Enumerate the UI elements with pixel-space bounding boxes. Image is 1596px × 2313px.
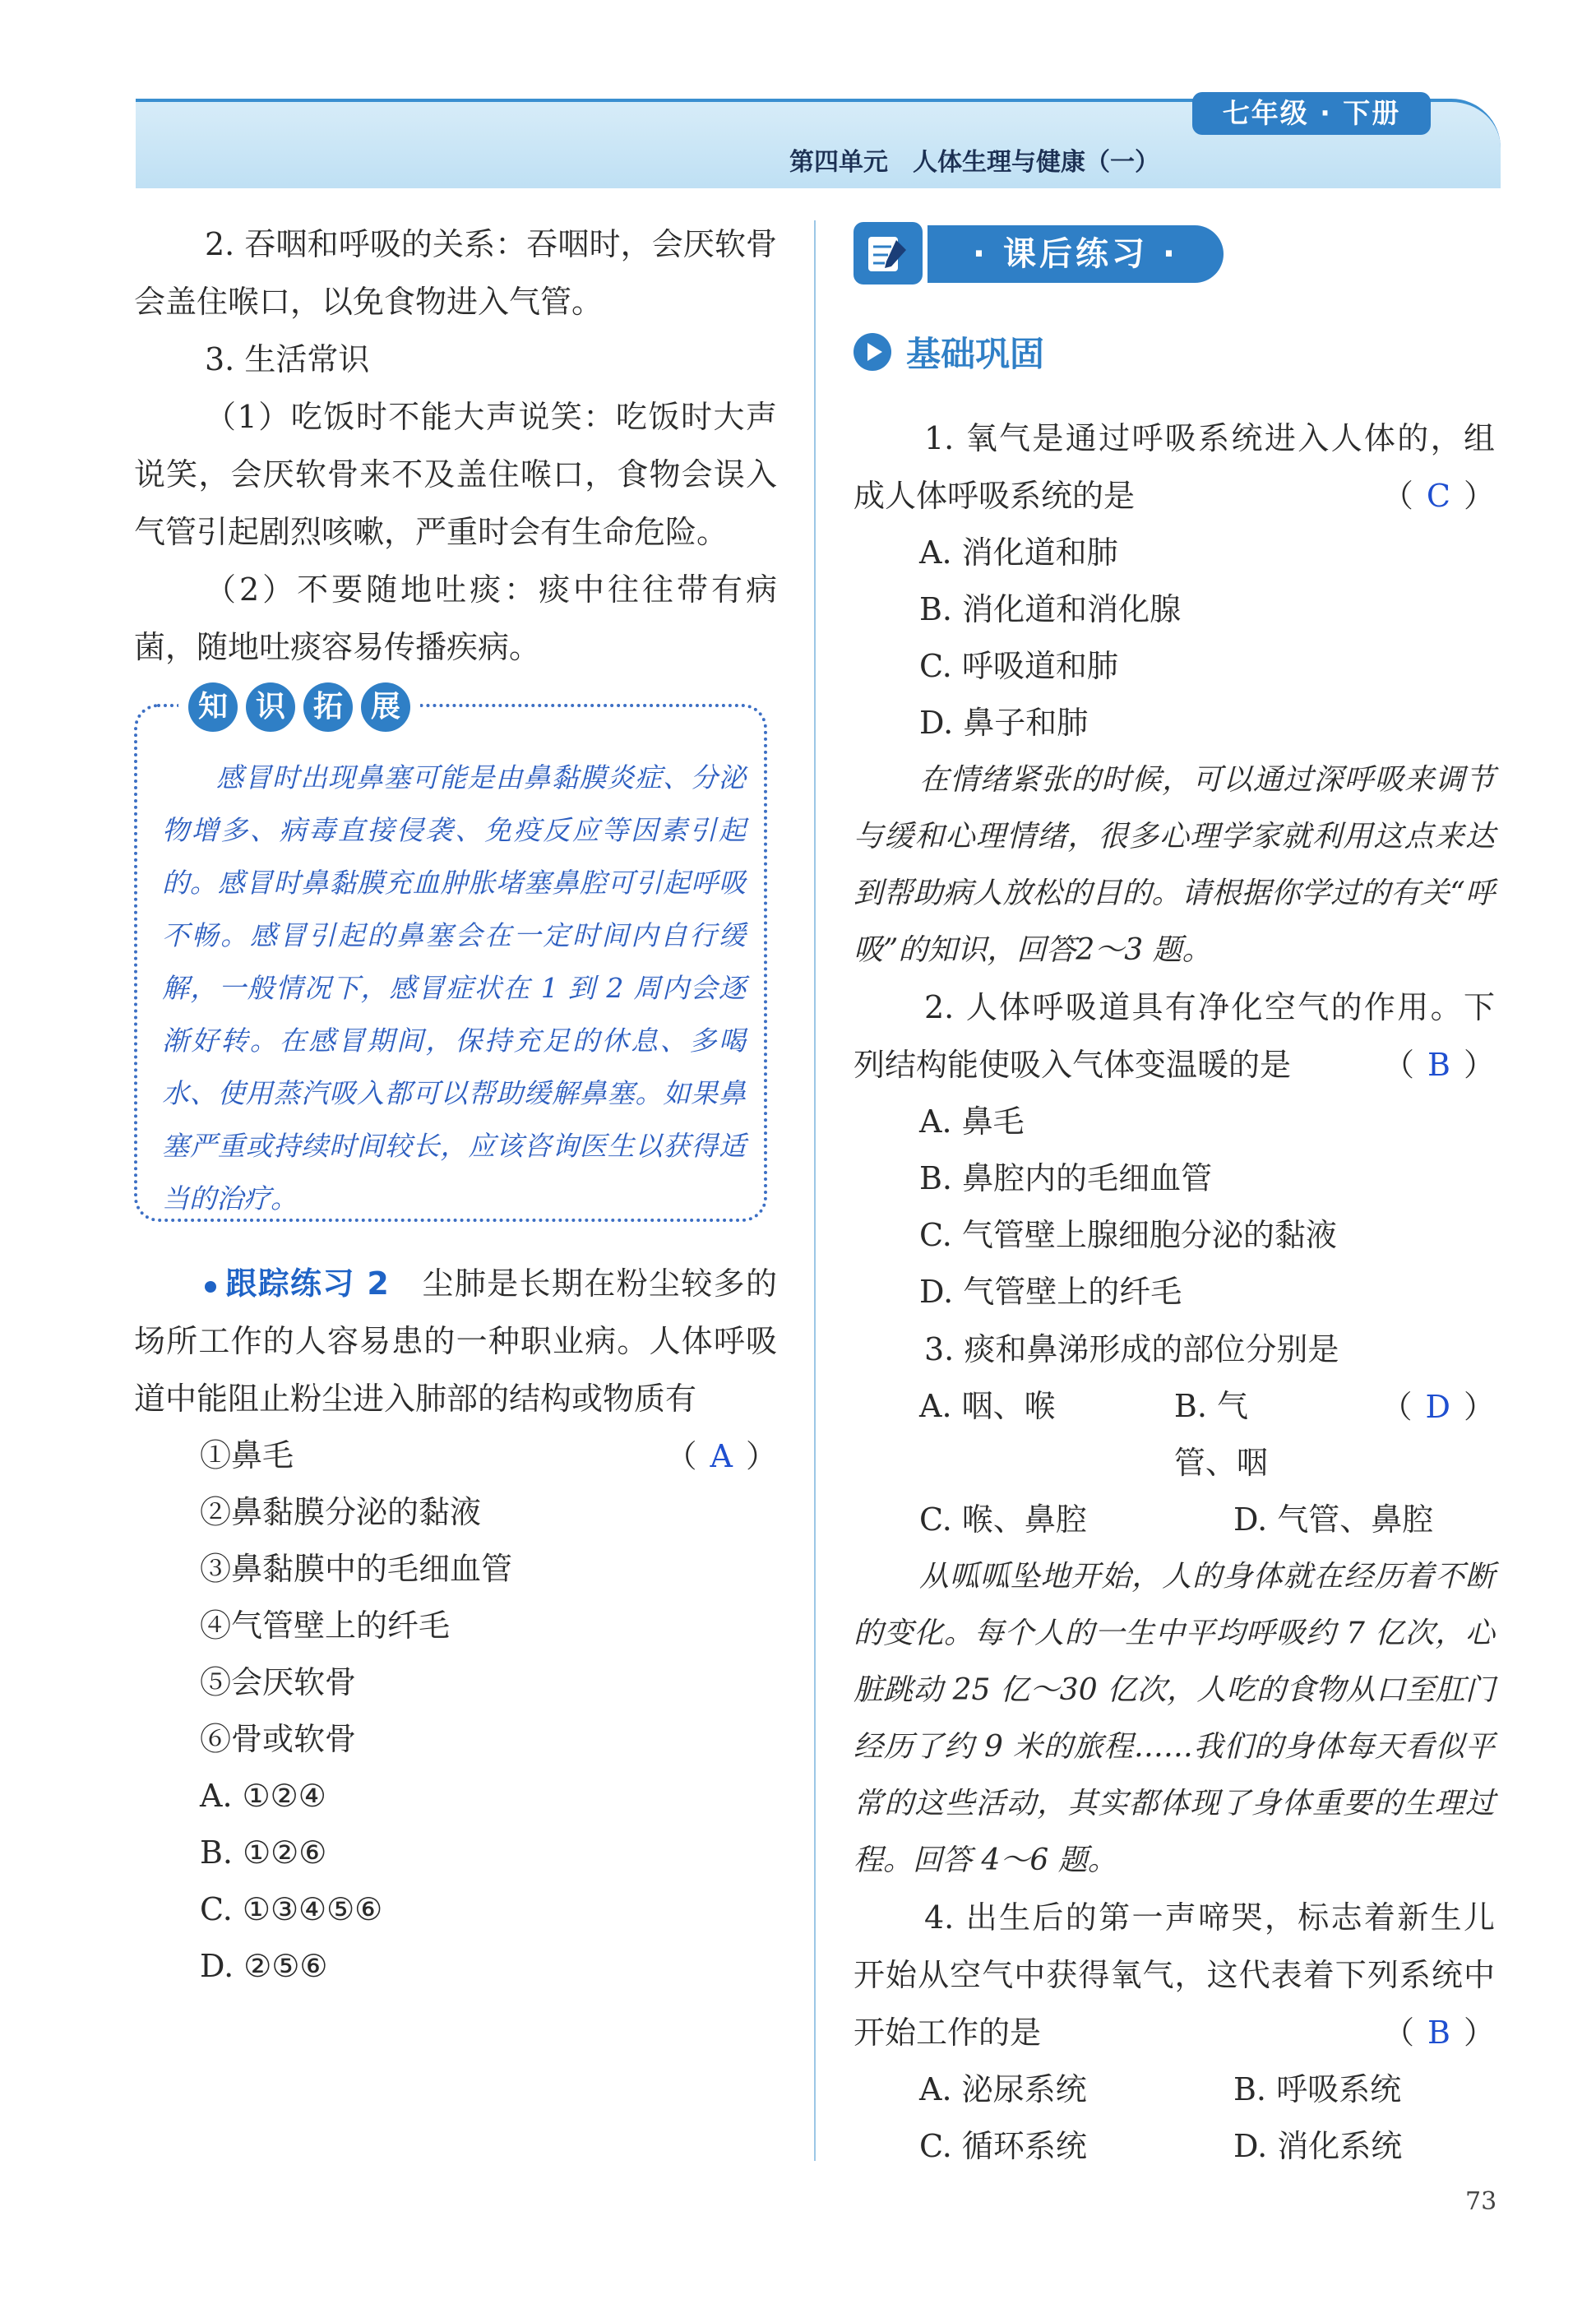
option-b: B. 消化道和消化腺 <box>919 591 1182 627</box>
option-c: C. ①③④⑤⑥ <box>200 1891 383 1927</box>
answer-letter: C <box>1426 478 1450 514</box>
after-class-exercise-banner <box>854 215 1495 294</box>
option-b: B. 呼吸系统 <box>1233 2071 1402 2107</box>
passage-1: 在情绪紧张的时候，可以通过深呼吸来调节与缓和心理情绪，很多心理学家就利用这点来达到帮助病人放松的目的。请根据你学过的有关“呼吸”的知识，回答2～3 题。 <box>854 763 1495 967</box>
option-a: A. 鼻毛 <box>919 1103 1025 1140</box>
page-number: 73 <box>1465 2187 1497 2216</box>
column-divider <box>814 220 816 2161</box>
answer-bracket: （ D ） <box>1381 1389 1495 1425</box>
grade-tab: 七年级 · 下册 <box>1192 92 1431 135</box>
paragraph-spitting-tip: （2）不要随地吐痰：痰中往往带有病菌，随地吐痰容易传播疾病。 <box>134 571 777 665</box>
knowledge-badge: 识 <box>246 682 295 732</box>
question-text: 4. 出生后的第一声啼哭，标志着新生儿开始从空气中获得氧气，这代表着下列系统中开始工作的是 <box>854 1899 1495 2051</box>
passage-2: 从呱呱坠地开始，人的身体就在经历着不断的变化。每个人的一生中平均呼吸约 7 亿次，心脏跳动 25 亿～30 亿次，人吃的食物从口至肛门经历了约 9 米的旅程……我们的身体每天看似平常的这些活动，其实都体现了身体重要的生理过程。回答 4～6 题。 <box>854 1560 1495 1877</box>
knowledge-badge: 知 <box>188 682 238 732</box>
option-b: B. ①②⑥ <box>200 1834 327 1871</box>
option-a: A. 泌尿系统 <box>919 2071 1087 2107</box>
right-column <box>854 215 1495 2175</box>
option-a: A. 咽、喉 <box>919 1388 1056 1424</box>
option-d: D. 气管壁上的纤毛 <box>919 1274 1182 1310</box>
answer-letter: B <box>1427 2015 1450 2051</box>
option-a: A. 消化道和肺 <box>919 534 1118 571</box>
question-text: 1. 氧气是通过呼吸系统进入人体的，组成人体呼吸系统的是 <box>854 420 1495 514</box>
question-1 <box>854 409 1495 525</box>
answer-letter: A <box>710 1438 733 1474</box>
tracking-exercise-label: 跟踪练习 2 <box>224 1265 389 1302</box>
list-item: ①鼻毛 <box>200 1437 294 1473</box>
exercise-title: · 课后练习 · <box>928 225 1224 283</box>
question-2 <box>854 978 1495 1094</box>
unit-title: 第四单元 人体生理与健康（一） <box>789 148 1159 177</box>
answer-letter: D <box>1425 1389 1450 1425</box>
knowledge-badge: 展 <box>361 682 410 732</box>
list-item: ④气管壁上的纤毛 <box>200 1608 451 1644</box>
paragraph-swallow-breath: 2. 吞咽和呼吸的关系：吞咽时，会厌软骨会盖住喉口，以免食物进入气管。 <box>134 226 777 320</box>
section-heading <box>854 327 1495 377</box>
pencil-icon <box>854 222 923 284</box>
knowledge-badge: 拓 <box>303 682 353 732</box>
option-c: C. 喉、鼻腔 <box>919 1501 1087 1538</box>
option-d: D. ②⑤⑥ <box>200 1948 328 1984</box>
list-item: ③鼻黏膜中的毛细血管 <box>200 1551 513 1587</box>
question-text: 2. 人体呼吸道具有净化空气的作用。下列结构能使吸入气体变温暖的是 <box>854 989 1495 1083</box>
answer-letter: B <box>1427 1047 1450 1083</box>
option-c: C. 循环系统 <box>919 2128 1087 2164</box>
options-row <box>854 1492 1495 1548</box>
question-4 <box>854 1889 1495 2061</box>
option-d: D. 消化系统 <box>1233 2128 1403 2164</box>
answer-bracket: （ B ） <box>1383 2015 1495 2051</box>
list-item: ⑤会厌软骨 <box>200 1664 357 1700</box>
tracking-exercise-text: 尘肺是长期在粉尘较多的场所工作的人容易患的一种职业病。人体呼吸道中能阻止粉尘进入肺部的结构或物质有 <box>134 1265 777 1417</box>
list-item: ⑥骨或软骨 <box>200 1721 357 1757</box>
option-c: C. 呼吸道和肺 <box>919 648 1118 684</box>
section-title: 基础巩固 <box>906 334 1045 374</box>
left-column <box>134 215 777 1995</box>
option-b: B. 气管、咽 <box>1173 1388 1268 1481</box>
options-row <box>854 2118 1495 2175</box>
play-icon <box>854 333 891 371</box>
answer-bracket: （ A ） <box>665 1438 777 1474</box>
options-row <box>854 1378 1311 1492</box>
option-d: D. 鼻子和肺 <box>919 705 1089 741</box>
paragraph-life-tips-title: 3. 生活常识 <box>205 341 370 377</box>
question-text: 3. 痰和鼻涕形成的部位分别是 <box>924 1331 1339 1367</box>
option-b: B. 鼻腔内的毛细血管 <box>919 1160 1213 1196</box>
bullet-icon <box>205 1281 216 1293</box>
option-c: C. 气管壁上腺细胞分泌的黏液 <box>919 1217 1337 1253</box>
answer-bracket: （ B ） <box>1383 1047 1495 1083</box>
paragraph-eating-tip: （1）吃饭时不能大声说笑：吃饭时大声说笑，会厌软骨来不及盖住喉口，食物会误入气管引起剧烈咳嗽，严重时会有生命危险。 <box>134 399 777 550</box>
list-item: ②鼻黏膜分泌的黏液 <box>200 1494 482 1530</box>
knowledge-extension-title <box>178 682 420 732</box>
answer-bracket: （ C ） <box>1381 478 1495 514</box>
option-a: A. ①②④ <box>200 1778 326 1814</box>
knowledge-extension-text: 感冒时出现鼻塞可能是由鼻黏膜炎症、分泌物增多、病毒直接侵袭、免疫反应等因素引起的。感冒时鼻黏膜充血肿胀堵塞鼻腔可引起呼吸不畅。感冒引起的鼻塞会在一定时间内自行缓解，一般情况下，感冒症状在 1 到 2 周内会逐渐好转。在感冒期间，保持充足的休息、多喝水、使用蒸汽吸入都可以帮助缓解鼻塞。如果鼻塞严重或持续时间较长，应该咨询医生以获得适当的治疗。 <box>162 761 746 1214</box>
knowledge-extension-box <box>134 690 767 1222</box>
option-d: D. 气管、鼻腔 <box>1233 1501 1434 1538</box>
options-row <box>854 2061 1495 2118</box>
